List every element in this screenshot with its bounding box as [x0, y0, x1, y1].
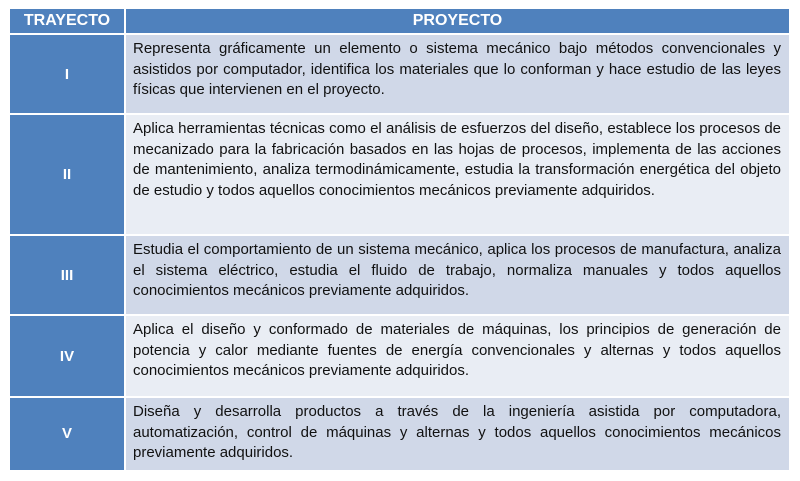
table-row — [10, 236, 789, 316]
proyecto-description: Aplica el diseño y conformado de materiales de máquinas, los principios de generación de potencia y calor mediante fuentes de energía convencionales y alternas y todos aquellos conocimientos mecánicos previamente adquiridos. — [126, 316, 789, 398]
table-row — [10, 316, 789, 398]
trayecto-proyecto-table — [10, 9, 789, 470]
trayecto-label: II — [10, 115, 126, 236]
proyecto-description: Estudia el comportamiento de un sistema mecánico, aplica los procesos de manufactura, analiza el sistema eléctrico, estudia el fluido de trabajo, normaliza manuales y todos aquellos conocimientos mecánicos previamente adquiridos. — [126, 236, 789, 316]
header-trayecto: TRAYECTO — [10, 9, 126, 35]
proyecto-description: Representa gráficamente un elemento o sistema mecánico bajo métodos convencionales y asistidos por computador, identifica los materiales que lo conforman y hace estudio de las leyes físicas que intervienen en el proyecto. — [126, 35, 789, 115]
trayecto-label: III — [10, 236, 126, 316]
proyecto-description: Aplica herramientas técnicas como el análisis de esfuerzos del diseño, establece los procesos de mecanizado para la fabricación basados en las hojas de procesos, implementa de las acciones de mantenimiento, analiza termodinámicamente, estudia la transformación energética del objeto de estudio y todos aquellos conocimientos mecánicos previamente adquiridos. — [126, 115, 789, 236]
trayecto-label: IV — [10, 316, 126, 398]
header-proyecto: PROYECTO — [126, 9, 789, 35]
table-row — [10, 115, 789, 236]
proyecto-description: Diseña y desarrolla productos a través de la ingeniería asistida por computadora, automatización, control de máquinas y alternas y todos aquellos conocimientos mecánicos previamente adquiridos. — [126, 398, 789, 470]
table-row — [10, 398, 789, 470]
table-row — [10, 35, 789, 115]
trayecto-label: I — [10, 35, 126, 115]
table-header-row — [10, 9, 789, 35]
trayecto-label: V — [10, 398, 126, 470]
